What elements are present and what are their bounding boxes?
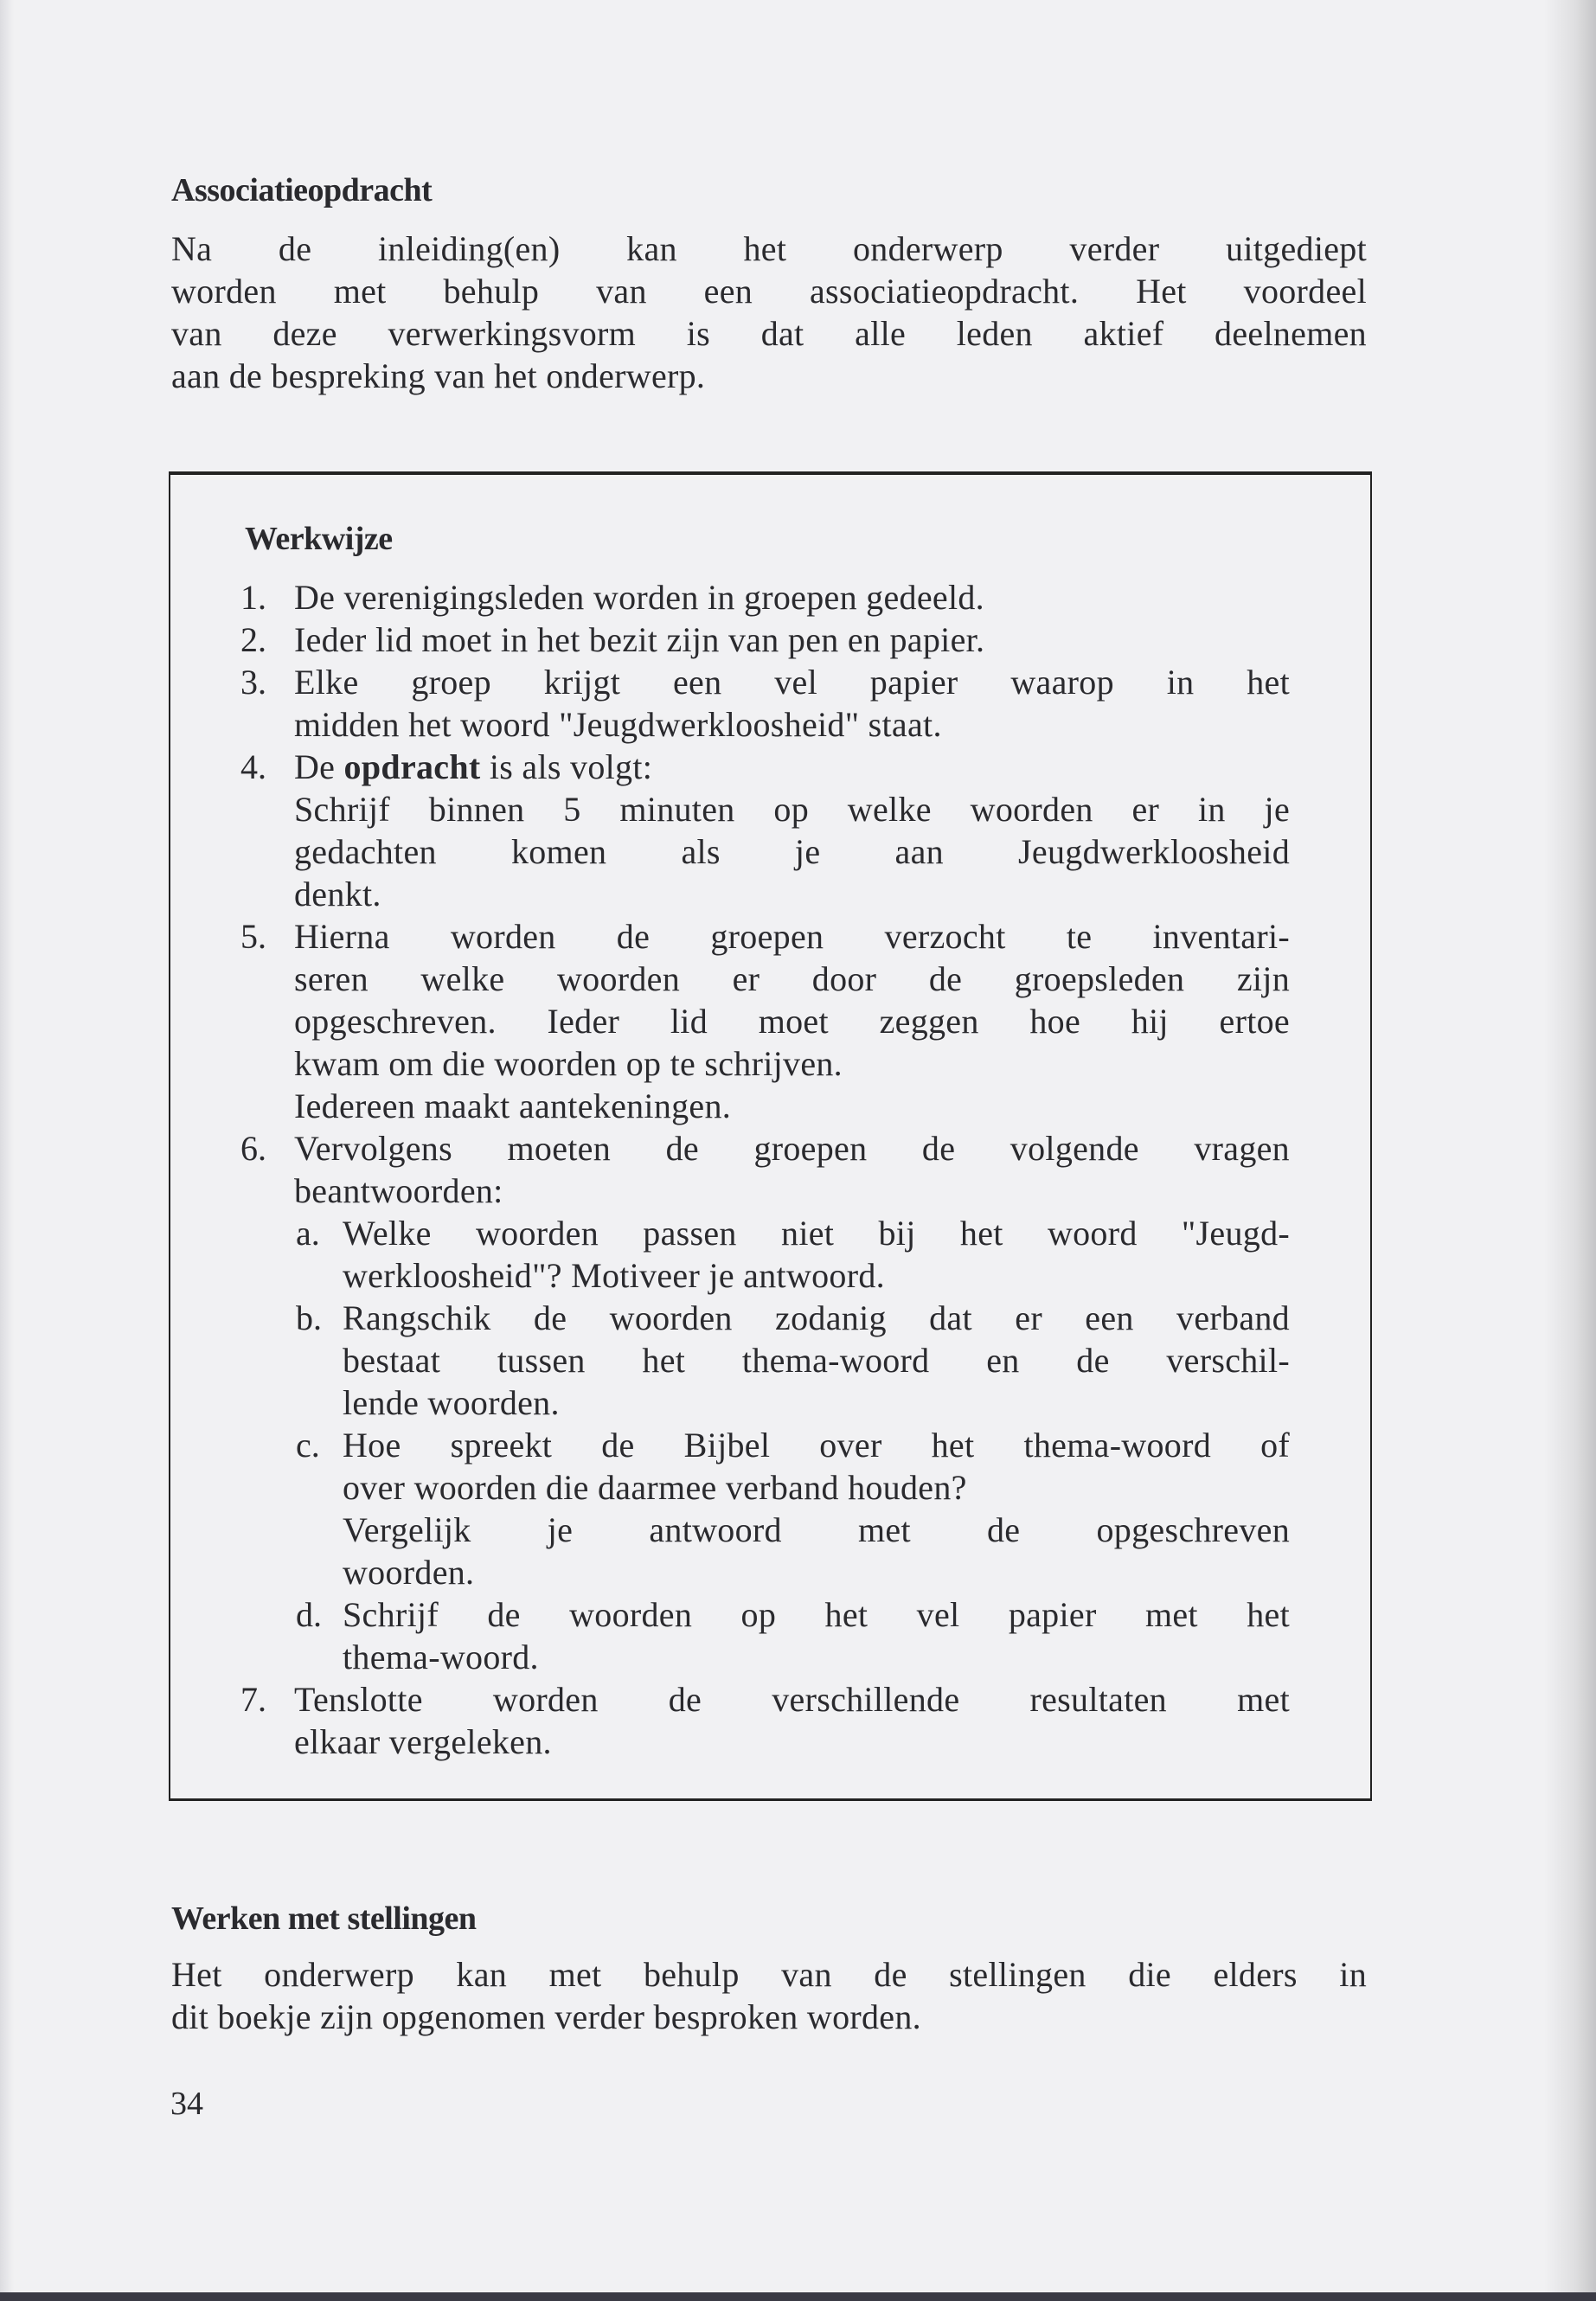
list-marker: b.	[296, 1298, 322, 1337]
text-line: denkt.	[294, 875, 381, 913]
scan-left-edge	[0, 0, 14, 2301]
text-line: midden het woord "Jeugdwerkloosheid" staat.	[294, 705, 942, 744]
text-line: gedachten komen als je aan Jeugdwerkloosheid	[294, 832, 1290, 871]
text-line: De verenigingsleden worden in groepen gedeeld.	[294, 578, 984, 617]
text-line: Tenslotte worden de verschillende resultaten met	[294, 1680, 1290, 1719]
text-line: Schrijf de woorden op het vel papier met het	[343, 1595, 1290, 1634]
section-heading-associatieopdracht: Associatieopdracht	[171, 172, 433, 208]
text-line: van deze verwerkingsvorm is dat alle leden aktief deelnemen	[171, 314, 1367, 353]
text-segment: De	[294, 747, 344, 786]
scan-right-edge	[1544, 0, 1596, 2301]
text-line	[294, 746, 1290, 788]
list-marker: 5.	[240, 917, 266, 956]
text-line: Na de inleiding(en) kan het onderwerp verder uitgediept	[171, 229, 1367, 268]
text-line: thema-woord.	[343, 1638, 539, 1676]
text-line: Hierna worden de groepen verzocht te inventari-	[294, 917, 1290, 956]
list-marker: a.	[296, 1214, 320, 1253]
text-line: dit boekje zijn opgenomen verder besproken worden.	[171, 1997, 921, 2036]
text-line: Iedereen maakt aantekeningen.	[294, 1086, 732, 1125]
text-line: Rangschik de woorden zodanig dat er een verband	[343, 1298, 1290, 1337]
list-marker: 2.	[240, 620, 266, 659]
text-line: Hoe spreekt de Bijbel over het thema-woord of	[343, 1426, 1290, 1465]
text-line: over woorden die daarmee verband houden?	[343, 1468, 967, 1507]
list-marker: 6.	[240, 1129, 266, 1168]
text-line: Welke woorden passen niet bij het woord "Jeugd-	[343, 1214, 1290, 1253]
text-line: Vervolgens moeten de groepen de volgende vragen	[294, 1129, 1290, 1168]
text-line: lende woorden.	[343, 1383, 560, 1422]
text-line: Schrijf binnen 5 minuten op welke woorden er in je	[294, 790, 1290, 829]
list-marker: d.	[296, 1595, 322, 1634]
list-marker: c.	[296, 1426, 320, 1465]
list-marker: 4.	[240, 747, 266, 786]
text-line: bestaat tussen het thema-woord en de verschil-	[343, 1341, 1290, 1380]
text-line: Vergelijk je antwoord met de opgeschreven	[343, 1510, 1290, 1549]
text-line: aan de bespreking van het onderwerp.	[171, 356, 706, 395]
bold-term: opdracht	[343, 747, 481, 786]
text-line: worden met behulp van een associatieopdracht. Het voordeel	[171, 272, 1367, 311]
scan-bottom-edge	[0, 2292, 1596, 2301]
text-line: beantwoorden:	[294, 1171, 503, 1210]
text-line: werkloosheid"? Motiveer je antwoord.	[343, 1256, 885, 1295]
text-segment: is als volgt:	[480, 747, 653, 786]
list-marker: 7.	[240, 1680, 266, 1719]
text-line: seren welke woorden er door de groepsleden zijn	[294, 959, 1290, 998]
list-marker: 1.	[240, 578, 266, 617]
text-line: Het onderwerp kan met behulp van de stellingen die elders in	[171, 1955, 1367, 1994]
text-line: Ieder lid moet in het bezit zijn van pen en papier.	[294, 620, 985, 659]
werkwijze-heading: Werkwijze	[245, 521, 393, 557]
text-line: opgeschreven. Ieder lid moet zeggen hoe hij ertoe	[294, 1002, 1290, 1041]
section-heading-werken-met-stellingen: Werken met stellingen	[171, 1900, 477, 1937]
text-line: Elke groep krijgt een vel papier waarop in het	[294, 663, 1290, 702]
page-number: 34	[170, 2086, 203, 2122]
list-marker: 3.	[240, 663, 266, 702]
text-line: kwam om die woorden op te schrijven.	[294, 1044, 843, 1083]
text-line: elkaar vergeleken.	[294, 1722, 552, 1761]
text-line: woorden.	[343, 1553, 475, 1592]
